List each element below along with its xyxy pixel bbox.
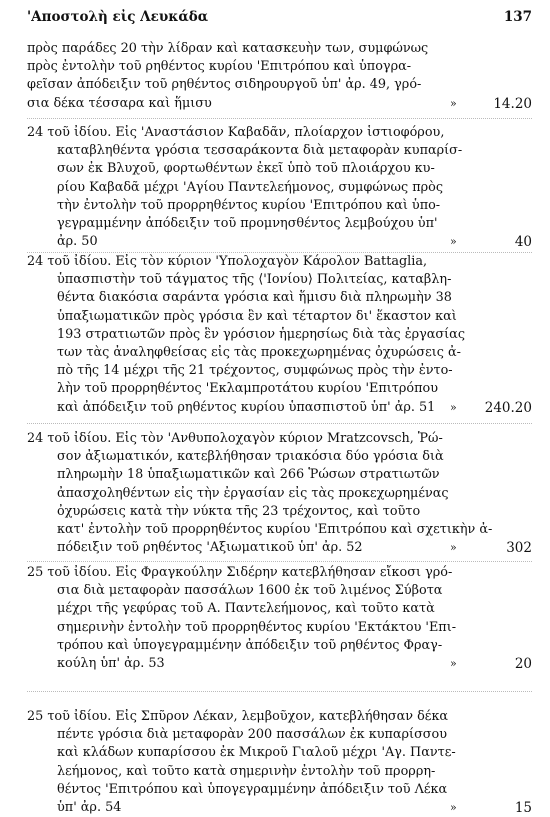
entry-amount: 240.20 [484,399,532,416]
entry-line: πόδειξιν τοῦ ρηθέντος 'Αξιωματικοῦ ὑπ' ἀρ. 52 [57,540,363,556]
entry-line: 25 τοῦ ἰδίου. Εἰς Φραγκούλην Σιδέρην κατεβλήθησαν εἴκοσι γρό- [27,565,453,580]
ledger-entry [27,430,532,557]
entry-line: 193 στρατιωτῶν πρὸς ἓν γρόσιον ἡμερησίως διὰ τὰς ἐργασίας [57,326,465,342]
entry-line: σον ἀξιωματικόν, κατεβλήθησαν τριακόσια δύο γρόσια διὰ [57,449,444,465]
entry-separator [27,423,532,424]
ditto-mark: » [450,96,457,110]
entry-line: πληρωμὴν 18 ὑπαξιωματικῶν καὶ 266 Ῥώσων στρατιωτῶν [57,467,440,483]
ledger-entry [27,253,532,417]
entry-separator [27,691,532,692]
entry-line: 24 τοῦ ἰδίου. Εἰς 'Αναστάσιον Καβαδᾶν, πλοίαρχον ἱστιοφόρου, [27,125,445,140]
ledger-entry [27,564,532,673]
entry-amount: 40 [514,234,532,251]
entry-line: καὶ ἀπόδειξιν τοῦ ρηθέντος κυρίου ὑπασπιστοῦ ὑπ' ἀρ. 51 [57,399,436,415]
entry-line: πρὸς ἐντολὴν τοῦ ρηθέντος κυρίου 'Επιτρόπου καὶ ὑπογρα- [27,59,412,75]
entry-text [27,430,493,557]
entry-text [27,40,445,113]
entry-text [27,253,465,417]
entry-text [27,564,457,673]
entry-line: πὸ τῆς 14 μέχρι τῆς 21 τρέχοντος, συμφώνως πρὸς τὴν ἐντο- [57,363,453,379]
entry-line: κούλη ὑπ' ἀρ. 53 [57,656,165,672]
entry-line: γεγραμμένην ἀπόδειξιν τοῦ προμνησθέντος λεμβούχου ὑπ' [57,216,438,232]
entry-line: πέντε γρόσια διὰ μεταφορὰν 200 πασσάλων ἐκ κυπαρίσσου [57,727,448,743]
entry-text [27,708,456,817]
entry-amount: 15 [514,800,532,816]
entry-line: σια διὰ μεταφορὰν πασσάλων 1600 ἐκ τοῦ λιμένος Σύβοτα [57,583,443,599]
entry-line: 25 τοῦ ἰδίου. Εἰς Σπῦρον Λέκαν, λεμβοῦχον, κατεβλήθησαν δέκα [27,709,449,724]
entry-amount: 302 [506,540,532,557]
entry-line: φεῖσαν ἀπόδειξιν τοῦ ρηθέντος σιδηρουργοῦ ὑπ' ἀρ. 49, γρό- [27,77,422,93]
entry-line: καὶ κλάδων κυπαρίσσου ἐκ Μικροῦ Γιαλοῦ μέχρι 'Αγ. Παντε- [57,745,456,761]
entry-line: σια δέκα τέσσαρα καὶ ἥμισυ [27,95,212,111]
entry-line: ἀρ. 50 [57,234,98,250]
entry-text [27,124,463,251]
entry-line: καταβληθέντα γρόσια τεσσαράκοντα διὰ μεταφορὰν κυπαρίσ- [57,143,463,159]
entry-line: λεήμονος, καὶ τοῦτο κατὰ σημερινὴν ἐντολὴν τοῦ προρρη- [57,763,436,779]
entry-line: ὑπ' ἀρ. 54 [57,800,122,816]
page-number: 137 [503,9,532,25]
entry-line: τὴν ἐντολὴν τοῦ προρρηθέντος κυρίου 'Επιτρόπου καὶ ὑπο- [57,197,441,213]
entry-line: των τὰς ἀναληφθείσας εἰς τὰς προκεχωρημένας ὀχυρώσεις ἀ- [57,345,461,361]
ditto-mark: » [450,541,457,555]
entry-line: πρὸς παράδες 20 τὴν λίδραν καὶ κατασκευὴν των, συμφώνως [27,41,429,56]
entry-line: σων ἐκ Βλυχοῦ, φορτωθέντων ἐκεῖ ὑπὸ τοῦ πλοιάρχου κυ- [57,161,435,177]
running-title: 'Αποστολὴ εἰς Λευκάδα [27,9,209,25]
entry-amount: 14.20 [493,95,532,112]
ledger-entry [27,124,532,251]
ditto-mark: » [450,235,457,249]
entry-separator [27,561,532,562]
entry-line: ρίου Καβαδᾶ μέχρι 'Αγίου Παντελεήμονος, συμφώνως πρὸς [57,179,444,195]
ditto-mark: » [450,400,457,414]
entry-line: θέντος 'Επιτρόπου καὶ ὑπογεγραμμένην ἀπόδειξιν τοῦ Λέκα [57,781,448,797]
ledger-entry [27,708,532,817]
entry-line: θέντα διακόσια σαράντα γρόσια καὶ ἥμισυ διὰ πληρωμὴν 38 [57,290,452,306]
ditto-mark: » [450,657,457,670]
entry-separator [27,118,532,119]
page-header [27,9,532,29]
ditto-mark: » [450,801,457,814]
entry-line: ὑπαξιωματικῶν πρὸς γρόσια ἓν καὶ τέταρτον δι' ἕκαστον καὶ [57,308,457,324]
ledger-entry [27,40,532,113]
entry-line: ὑπασπιστὴν τοῦ τάγματος τῆς ⟨'Ιονίου⟩ Πολιτείας, καταβλη- [57,272,452,288]
entry-amount: 20 [514,656,532,672]
entry-line: 24 τοῦ ἰδίου. Εἰς τὸν 'Ανθυπολοχαγὸν κύριον Mratzcovsch, Ῥώ- [27,431,443,446]
entry-line: λὴν τοῦ προρρηθέντος 'Εκλαμπροτάτου κυρίου 'Επιτρόπου [57,381,439,397]
entry-line: σημερινὴν ἐντολὴν τοῦ προρρηθέντος κυρίου 'Εκτάκτου 'Επι- [57,619,457,635]
entry-line: ὀχυρώσεις κατὰ τὴν νύκτα τῆς 23 τρέχοντος, καὶ τοῦτο [57,503,421,519]
entry-line: μέχρι τῆς γεφύρας τοῦ Α. Παντελεήμονος, καὶ τοῦτο κατὰ [57,601,435,617]
entry-line: 24 τοῦ ἰδίου. Εἰς τὸν κύριον 'Υπολοχαγὸν Κάρολον Battaglia, [27,254,428,269]
entry-line: ἀπασχοληθέντων εἰς τὴν ἐργασίαν εἰς τὰς προκεχωρημένας [57,485,449,501]
entry-line: τρόπου καὶ ὑπογεγραμμένην ἀπόδειξιν τοῦ ρηθέντος Φραγ- [57,637,443,653]
entry-line: κατ' ἐντολὴν τοῦ προρρηθέντος κυρίου 'Επιτρόπου καὶ σχετικὴν ἀ- [57,522,493,538]
